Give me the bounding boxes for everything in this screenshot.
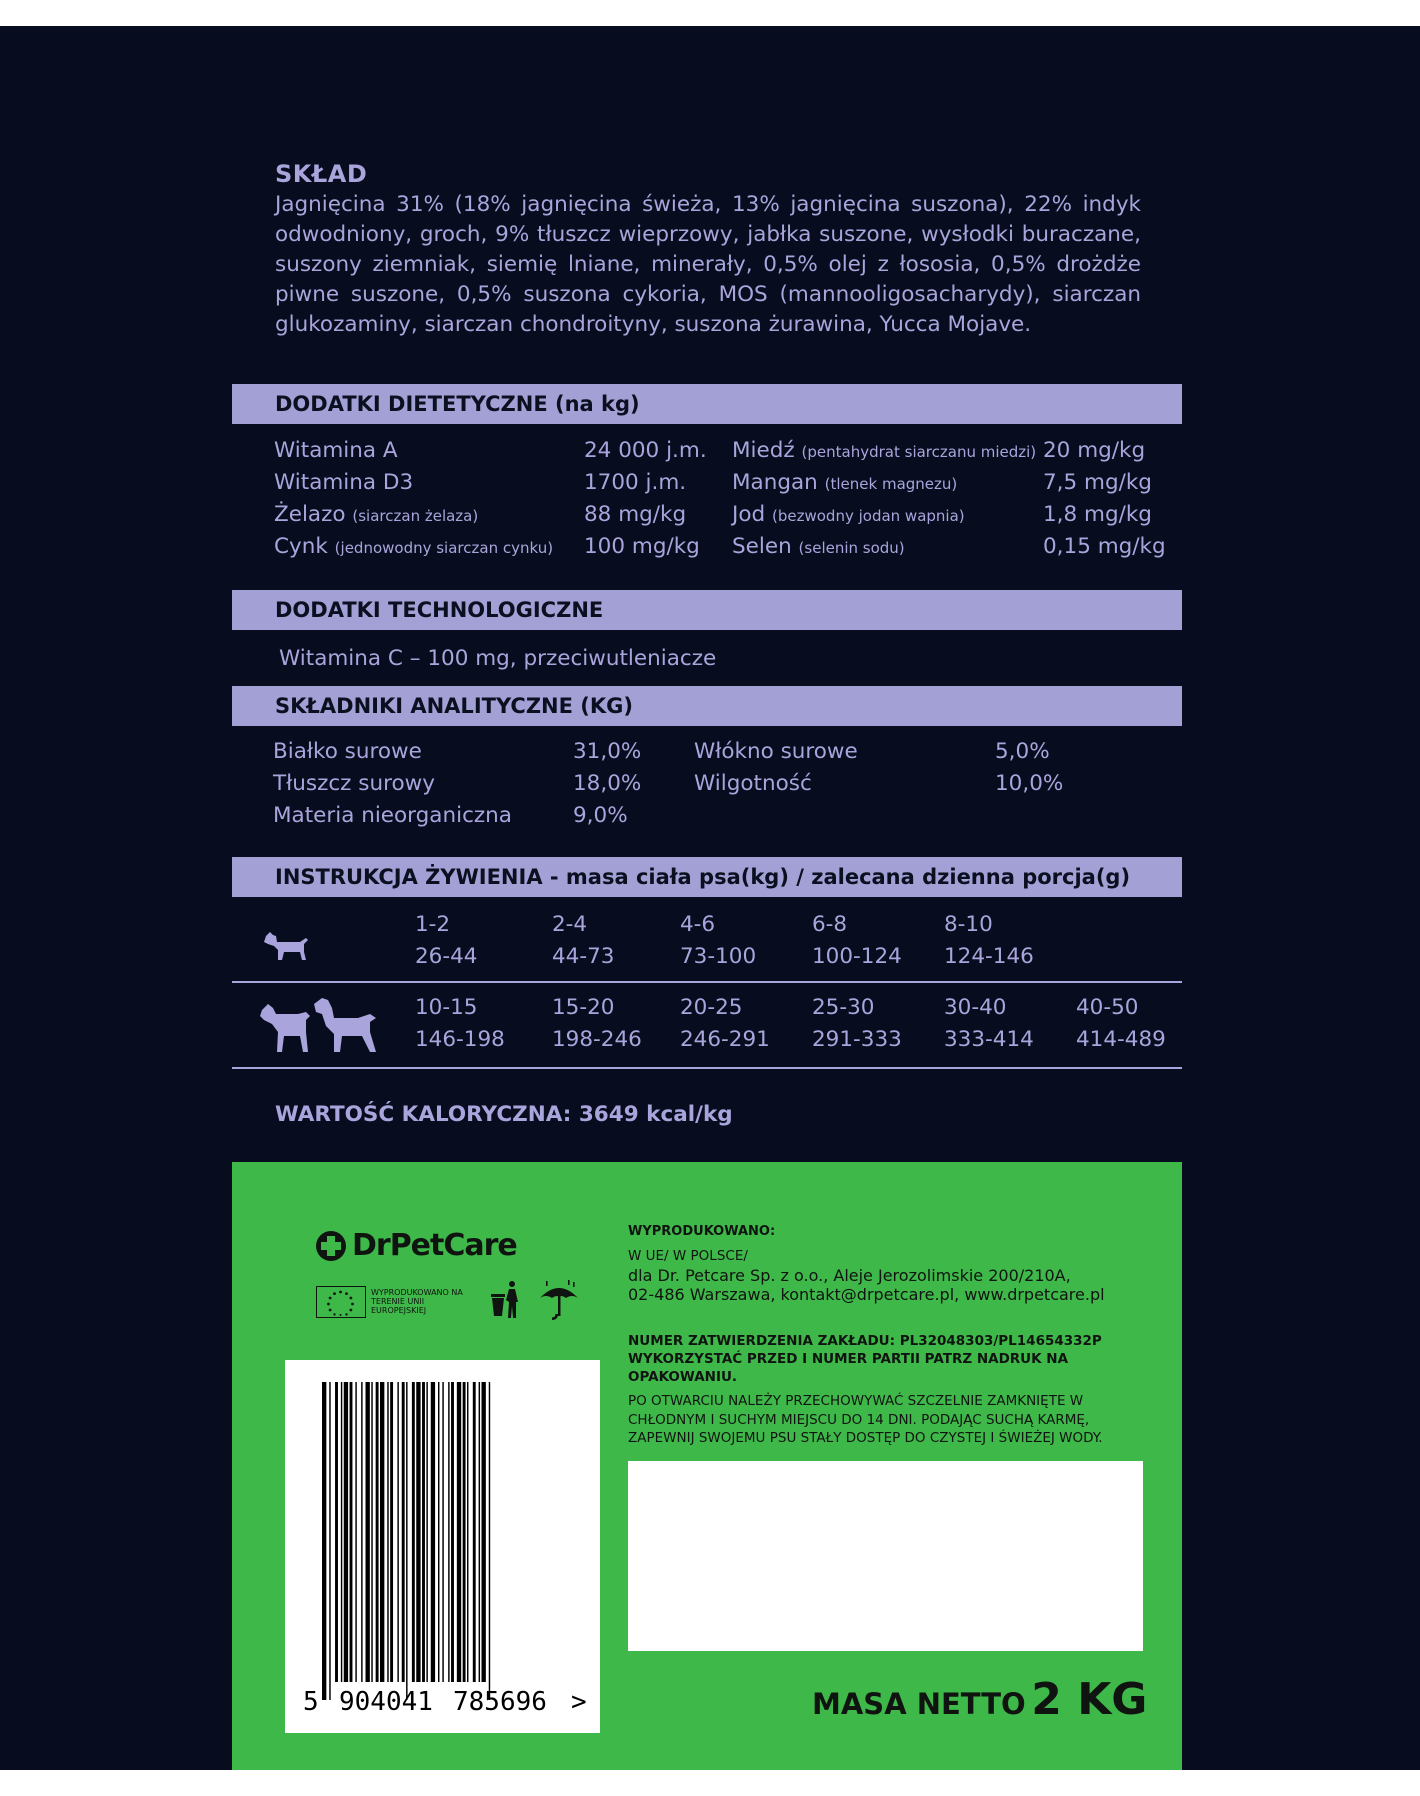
feeding-bottom-rule [232, 1067, 1182, 1069]
brand-logo [316, 1228, 517, 1263]
feed-large-weight-5: 40-50 [1076, 995, 1139, 1020]
approval-line-2: WYKORZYSTAĆ PRZED I NUMER PARTII PATRZ NADRUK NA OPAKOWANIU. [628, 1351, 1069, 1385]
barcode [285, 1360, 600, 1733]
anal-left-name-2: Materia nieorganiczna [273, 803, 512, 828]
diet-left-value-2: 88 mg/kg [584, 502, 687, 527]
barcode-bars [322, 1382, 564, 1700]
diet-left-name-0: Witamina A [274, 438, 398, 463]
feed-small-weight-2: 4-6 [680, 912, 716, 937]
feed-small-weight-4: 8-10 [944, 912, 993, 937]
produced-heading: WYPRODUKOWANO: [628, 1224, 776, 1239]
diet-left-value-3: 100 mg/kg [584, 534, 700, 559]
anal-left-name-1: Tłuszcz surowy [273, 771, 435, 796]
drpetcare-cross-icon [316, 1231, 346, 1261]
feed-large-weight-3: 25-30 [812, 995, 875, 1020]
feeding-divider [232, 981, 1182, 983]
feed-small-portion-1: 44-73 [552, 944, 615, 969]
feed-large-portion-5: 414-489 [1076, 1027, 1166, 1052]
eu-made-label: WYPRODUKOWANO NA TERENIE UNII EUROPEJSKIEJ [371, 1288, 463, 1315]
sklad-title: SKŁAD [275, 160, 368, 188]
eu-flag-icon [316, 1286, 366, 1318]
barcode-digit-first: 5 [303, 1687, 319, 1717]
storage-instructions: PO OTWARCIU NALEŻY PRZECHOWYWAĆ SZCZELNIE ZAMKNIĘTE W CHŁODNYM I SUCHYM MIEJSCU DO 14 DNI. PODAJĄC SUCHĄ KARMĘ, ZAPEWNIJ SWOJEMU PSU STAŁY DOSTĘP DO CZYSTEJ I ŚWIEŻEJ WODY. [628, 1393, 1103, 1446]
feed-large-portion-3: 291-333 [812, 1027, 902, 1052]
net-weight [812, 1674, 1147, 1725]
feed-large-portion-1: 198-246 [552, 1027, 642, 1052]
produced-line-2: dla Dr. Petcare Sp. z o.o., Aleje Jerozolimskie 200/210A, [628, 1266, 1071, 1285]
diet-left-value-0: 24 000 j.m. [584, 438, 707, 463]
analityczne-header: SKŁADNIKI ANALITYCZNE (KG) [232, 686, 1182, 726]
sklad-text: Jagnięcina 31% (18% jagnięcina świeża, 13% jagnięcina suszona), 22% indyk odwodniony, groch, 9% tłuszcz wieprzowy, jabłka suszone, wysłodki buraczane, suszony ziemniak, siemię lniane, minerały, 0,5% olej z łososia, 0,5% drożdże piwne suszone, 0,5% suszona cykoria, MOS (mannooligosacharydy), siarczan glukozaminy, siarczan chondroityny, suszona żurawina, Yucca Mojave. [275, 192, 1141, 337]
diet-right-name-3: Selen (selenin sodu) [732, 534, 905, 559]
feed-small-weight-1: 2-4 [552, 912, 588, 937]
feed-large-portion-0: 146-198 [415, 1027, 505, 1052]
barcode-group-2: 785696 [453, 1687, 547, 1717]
anal-right-value-1: 10,0% [995, 771, 1064, 796]
feed-small-portion-4: 124-146 [944, 944, 1034, 969]
anal-right-value-0: 5,0% [995, 739, 1050, 764]
diet-right-value-2: 1,8 mg/kg [1043, 502, 1152, 527]
feed-large-weight-4: 30-40 [944, 995, 1007, 1020]
feed-small-portion-2: 73-100 [680, 944, 757, 969]
feed-large-portion-2: 246-291 [680, 1027, 770, 1052]
anal-left-value-2: 9,0% [573, 803, 628, 828]
feed-small-weight-3: 6-8 [812, 912, 848, 937]
calorific-value: WARTOŚĆ KALORYCZNA: 3649 kcal/kg [275, 1102, 733, 1127]
anal-right-name-1: Wilgotność [694, 771, 812, 796]
produced-line-3: 02-486 Warszawa, kontakt@drpetcare.pl, www.drpetcare.pl [628, 1285, 1105, 1304]
batch-print-area [628, 1461, 1143, 1651]
feed-small-portion-0: 26-44 [415, 944, 478, 969]
diet-left-name-2: Żelazo (siarczan żelaza) [274, 502, 479, 527]
diet-right-value-1: 7,5 mg/kg [1043, 470, 1152, 495]
produced-line-1: W UE/ W POLSCE/ [628, 1248, 748, 1264]
technologiczne-text: Witamina C – 100 mg, przeciwutleniacze [279, 646, 717, 671]
feed-large-weight-0: 10-15 [415, 995, 478, 1020]
diet-right-name-2: Jod (bezwodny jodan wapnia) [732, 502, 965, 527]
diet-left-name-3: Cynk (jednowodny siarczan cynku) [274, 534, 554, 559]
dietetyczne-header: DODATKI DIETETYCZNE (na kg) [232, 384, 1182, 424]
brand-name: DrPetCare [352, 1228, 517, 1263]
diet-left-value-1: 1700 j.m. [584, 470, 687, 495]
net-weight-value: 2 KG [1031, 1674, 1148, 1725]
diet-right-value-3: 0,15 mg/kg [1043, 534, 1166, 559]
anal-right-name-0: Włókno surowe [694, 739, 858, 764]
diet-right-name-1: Mangan (tlenek magnezu) [732, 470, 958, 495]
feed-large-portion-4: 333-414 [944, 1027, 1034, 1052]
anal-left-name-0: Białko surowe [273, 739, 422, 764]
barcode-group-1: 904041 [339, 1687, 433, 1717]
diet-right-value-0: 20 mg/kg [1043, 438, 1146, 463]
technologiczne-header: DODATKI TECHNOLOGICZNE [232, 590, 1182, 630]
feed-small-weight-0: 1-2 [415, 912, 451, 937]
recycle-bin-icon [488, 1280, 524, 1320]
barcode-end: > [571, 1687, 587, 1717]
feeding-header: INSTRUKCJA ŻYWIENIA - masa ciała psa(kg) / zalecana dzienna porcja(g) [232, 857, 1182, 897]
anal-left-value-0: 31,0% [573, 739, 642, 764]
approval-line-1: NUMER ZATWIERDZENIA ZAKŁADU: PL32048303/PL14654332P [628, 1333, 1102, 1349]
approval-number [628, 1332, 1168, 1386]
umbrella-icon [538, 1278, 580, 1324]
large-dogs-icon [258, 996, 386, 1056]
anal-left-value-1: 18,0% [573, 771, 642, 796]
small-dog-icon [262, 930, 312, 964]
feed-small-portion-3: 100-124 [812, 944, 902, 969]
diet-left-name-1: Witamina D3 [274, 470, 414, 495]
net-weight-label: MASA NETTO [812, 1687, 1026, 1721]
feed-large-weight-1: 15-20 [552, 995, 615, 1020]
produced-details [628, 1247, 1148, 1304]
feed-large-weight-2: 20-25 [680, 995, 743, 1020]
diet-right-name-0: Miedź (pentahydrat siarczanu miedzi) [732, 438, 1037, 463]
